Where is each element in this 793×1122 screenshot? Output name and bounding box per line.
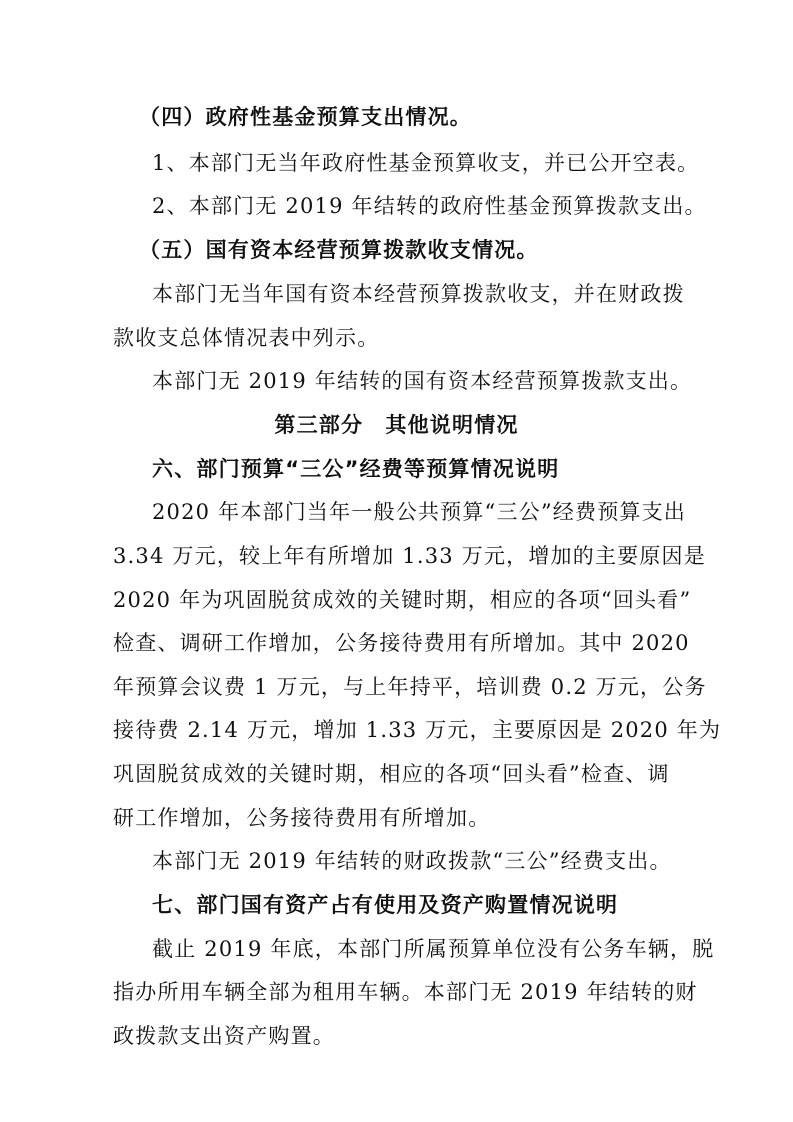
- paragraph-line: 款收支总体情况表中列示。: [113, 326, 380, 350]
- paragraph-line: 指办所用车辆全部为租用车辆。本部门无 2019 年结转的财: [113, 980, 698, 1004]
- paragraph-line: 本部门无 2019 年结转的国有资本经营预算拨款支出。: [152, 369, 693, 393]
- part-title: 第三部分 其他说明情况: [274, 413, 519, 437]
- section-heading-4: （四）政府性基金预算支出情况。: [139, 105, 472, 129]
- paragraph-line: 2、本部门无 2019 年结转的政府性基金预算拨款支出。: [152, 194, 707, 218]
- section-heading-7: 七、部门国有资产占有使用及资产购置情况说明: [152, 893, 619, 917]
- paragraph-line: 检查、调研工作增加，公务接待费用有所增加。其中 2020: [113, 631, 690, 655]
- paragraph-line: 巩固脱贫成效的关键时期，相应的各项“回头看”检查、调: [113, 762, 670, 786]
- paragraph-line: 截止 2019 年底，本部门所属预算单位没有公务车辆，脱: [152, 937, 715, 961]
- paragraph-line: 2020 年为巩固脱贫成效的关键时期，相应的各项“回头看”: [113, 588, 692, 612]
- paragraph-line: 接待费 2.14 万元，增加 1.33 万元，主要原因是 2020 年为: [113, 718, 722, 742]
- paragraph-line: 年预算会议费 1 万元，与上年持平，培训费 0.2 万元，公务: [113, 675, 707, 699]
- section-heading-6: 六、部门预算“三公”经费等预算情况说明: [152, 457, 560, 481]
- paragraph-line: 3.34 万元，较上年有所增加 1.33 万元，增加的主要原因是: [113, 544, 706, 568]
- paragraph-line: 研工作增加，公务接待费用有所增加。: [113, 806, 491, 830]
- paragraph-line: 政拨款支出资产购置。: [113, 1024, 335, 1048]
- paragraph-line: 1、本部门无当年政府性基金预算收支，并已公开空表。: [152, 151, 700, 175]
- paragraph-line: 本部门无 2019 年结转的财政拨款“三公”经费支出。: [152, 849, 672, 873]
- paragraph-line: 本部门无当年国有资本经营预算拨款收支，并在财政拨: [152, 282, 685, 306]
- section-heading-5: （五）国有资本经营预算拨款收支情况。: [139, 238, 539, 262]
- paragraph-line: 2020 年本部门当年一般公共预算“三公”经费预算支出: [152, 500, 686, 524]
